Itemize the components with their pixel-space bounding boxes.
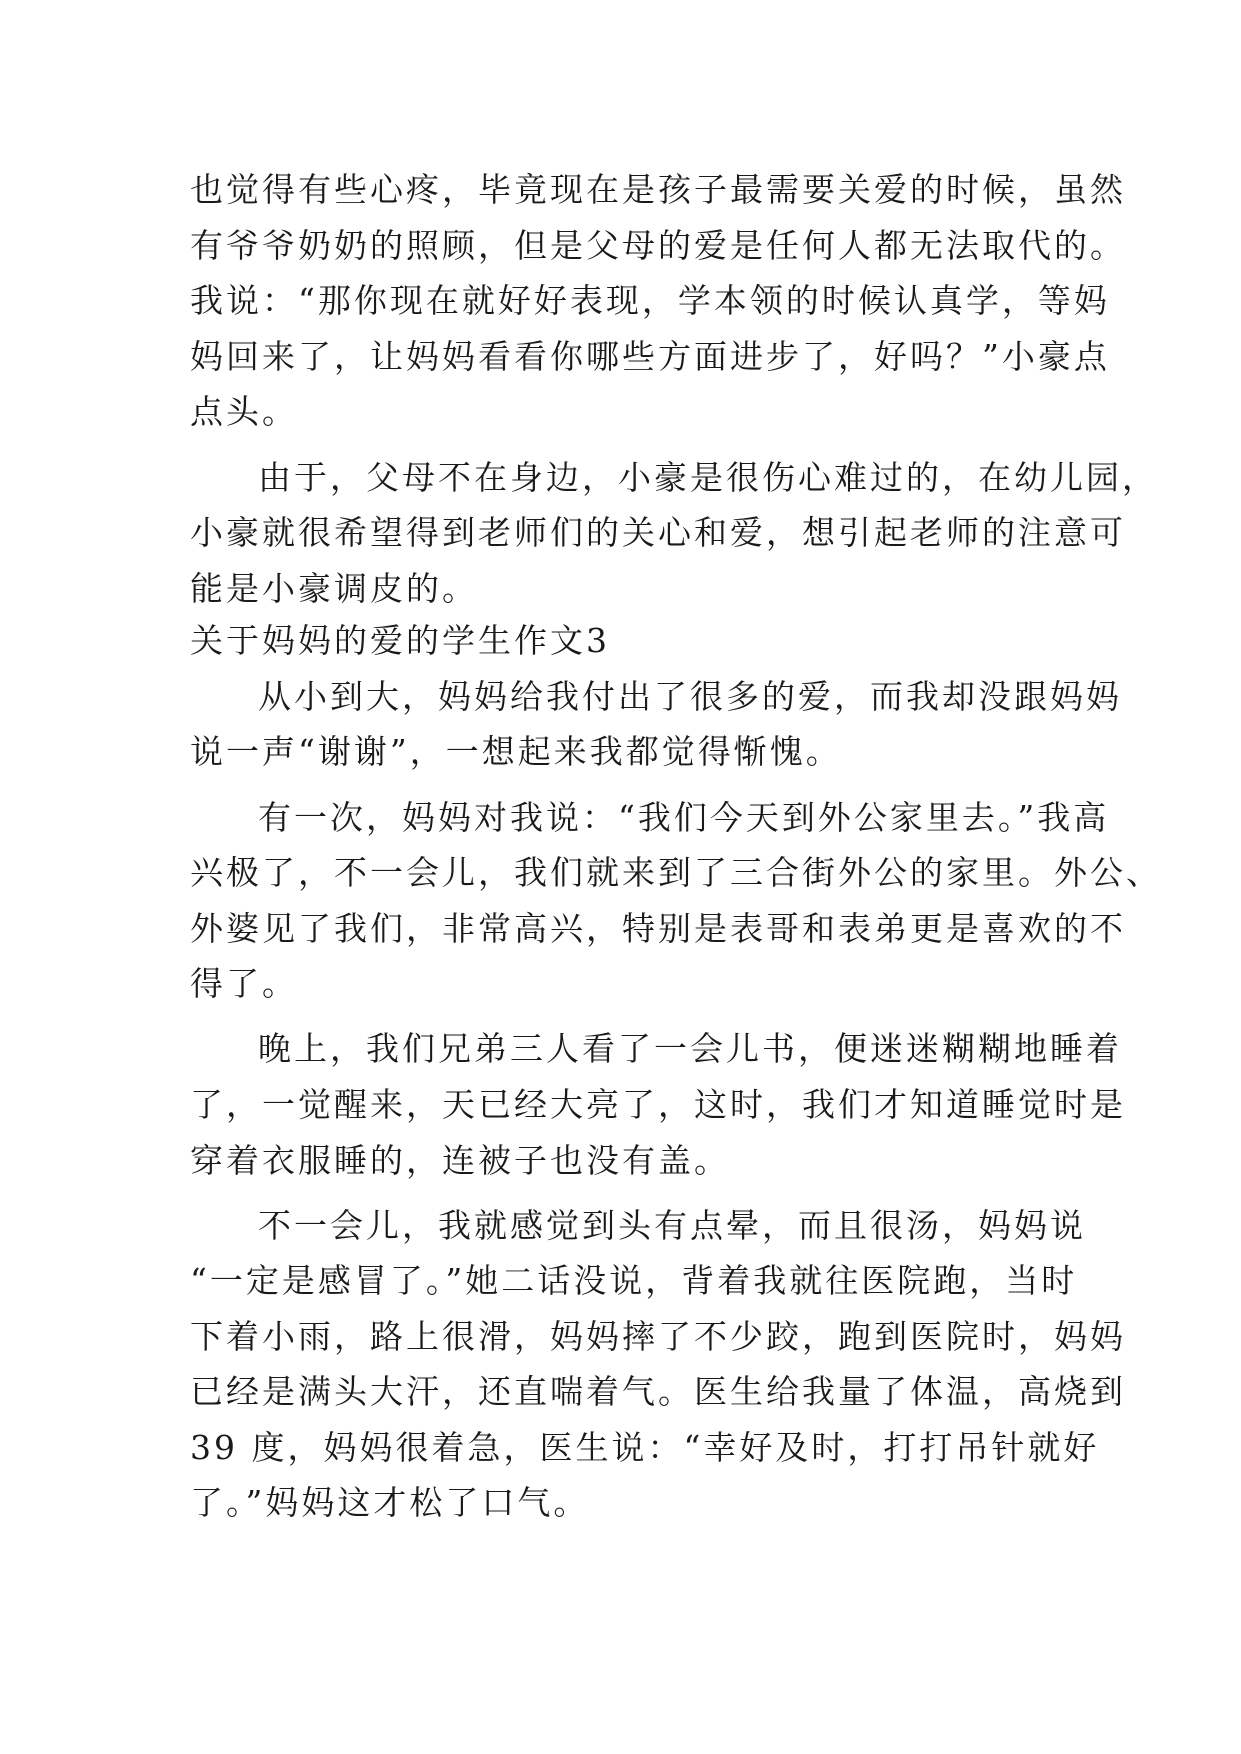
section-heading: 关于妈妈的爱的学生作文3 (190, 621, 610, 660)
paragraph-start-line: 有一次，妈妈对我说：“我们今天到外公家里去。”我高 (258, 798, 1110, 837)
paragraph-start-line: 不一会儿，我就感觉到头有点晕，而且很汤，妈妈说 (258, 1206, 1086, 1245)
text-line: 小豪就很希望得到老师们的关心和爱，想引起老师的注意可 (190, 513, 1126, 552)
text-line: 得了。 (190, 964, 298, 1003)
text-line: 有爷爷奶奶的照顾，但是父母的爱是任何人都无法取代的。 (190, 226, 1126, 265)
paragraph-start-line: 从小到大，妈妈给我付出了很多的爱，而我却没跟妈妈 (258, 677, 1122, 716)
text-line: 39 度，妈妈很着急，医生说：“幸好及时，打打吊针就好 (190, 1428, 1100, 1467)
text-line: 点头。 (190, 392, 298, 431)
paragraph-start-line: 由于，父母不在身边，小豪是很伤心难过的，在幼儿园， (258, 458, 1158, 497)
text-line: “一定是感冒了。”她二话没说，背着我就往医院跑，当时 (190, 1261, 1078, 1300)
text-line: 妈回来了，让妈妈看看你哪些方面进步了，好吗？”小豪点 (190, 337, 1110, 376)
text-line: 兴极了，不一会儿，我们就来到了三合街外公的家里。外公、 (190, 853, 1162, 892)
text-line: 也觉得有些心疼，毕竟现在是孩子最需要关爱的时候，虽然 (190, 170, 1126, 209)
text-line: 说一声“谢谢”，一想起来我都觉得惭愧。 (190, 732, 842, 771)
text-line: 能是小豪调皮的。 (190, 569, 478, 608)
text-line: 外婆见了我们，非常高兴，特别是表哥和表弟更是喜欢的不 (190, 909, 1126, 948)
text-line: 我说：“那你现在就好好表现，学本领的时候认真学，等妈 (190, 281, 1110, 320)
text-line: 下着小雨，路上很滑，妈妈摔了不少跤，跑到医院时，妈妈 (190, 1317, 1126, 1356)
text-line: 穿着衣服睡的，连被子也没有盖。 (190, 1141, 730, 1180)
text-line: 已经是满头大汗，还直喘着气。医生给我量了体温，高烧到 (190, 1372, 1126, 1411)
text-line: 了，一觉醒来，天已经大亮了，这时，我们才知道睡觉时是 (190, 1085, 1126, 1124)
text-line: 了。”妈妈这才松了口气。 (190, 1483, 590, 1522)
paragraph-start-line: 晚上，我们兄弟三人看了一会儿书，便迷迷糊糊地睡着 (258, 1029, 1122, 1068)
